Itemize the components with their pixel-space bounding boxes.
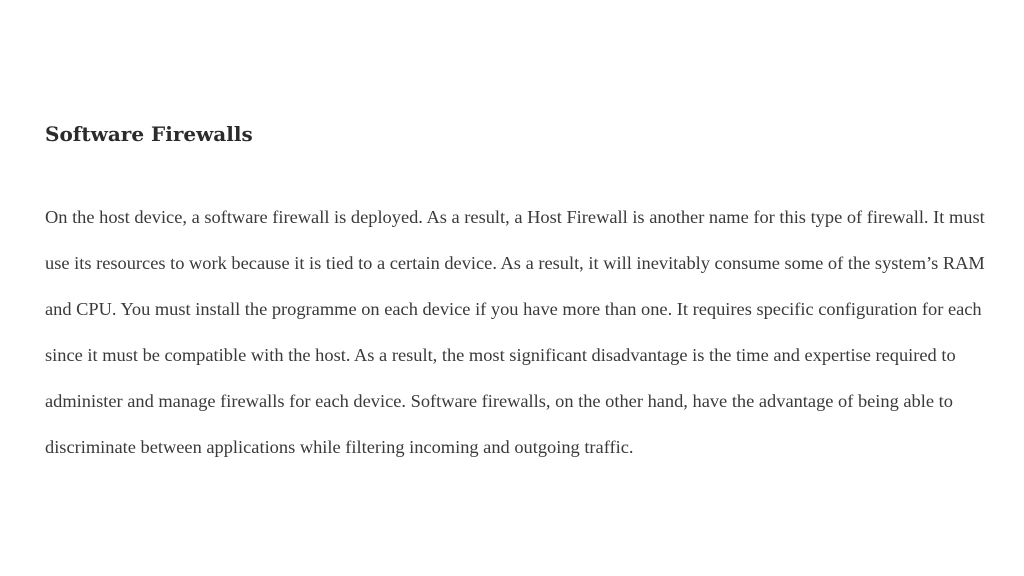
section-paragraph: On the host device, a software firewall is deployed. As a result, a Host Firewall is another name for this type of firewall. It must use its resources to work because it is tied to a certain device. As a result, it will inevitably consume some of the system’s RAM and CPU. You must install the programme on each device if you have more than one. It requires specific configuration for each since it must be compatible with the host. As a result, the most significant disadvantage is the time and expertise required to administer and manage firewalls for each device. Software firewalls, on the other hand, have the advantage of being able to discriminate between applications while filtering incoming and outgoing traffic. <box>45 207 985 457</box>
article-section <box>45 118 985 470</box>
section-heading: Software Firewalls <box>45 122 253 146</box>
